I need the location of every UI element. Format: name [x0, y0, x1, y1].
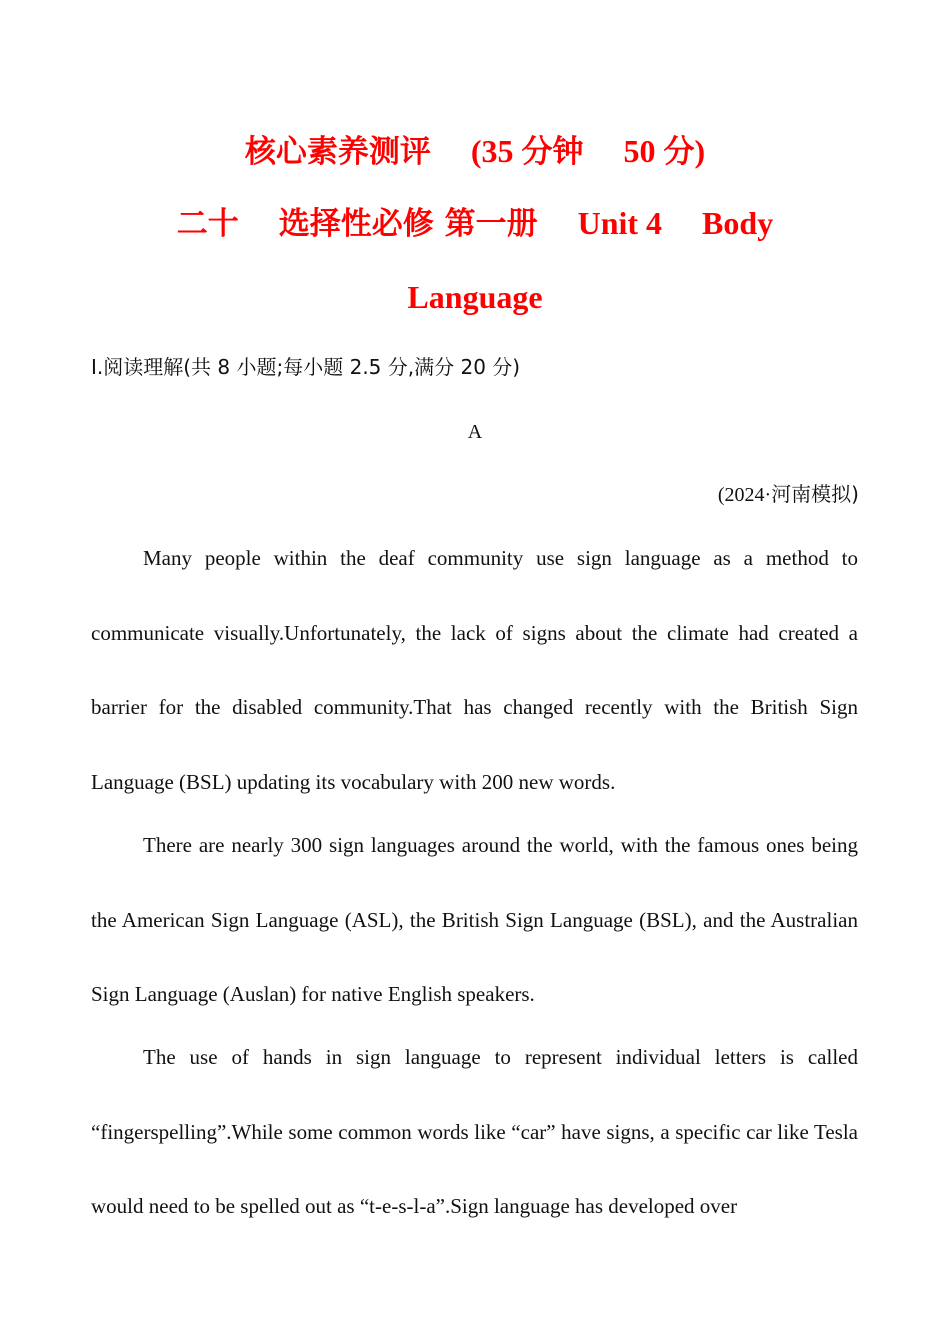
- title-time-open: (35: [470, 133, 514, 169]
- lesson-topic-part2: Language: [407, 279, 543, 315]
- lesson-number: 二十: [176, 206, 239, 242]
- lesson-title-continued: [0, 277, 950, 317]
- passage-label: A: [467, 421, 483, 443]
- passage-paragraph-2: There are nearly 300 sign languages around the world, with the famous ones being the American Sign Language (ASL), the British Sign Language (BSL), and the Australian Sign Language (Auslan) for native English speakers.: [91, 833, 858, 1006]
- section-heading: Ⅰ.阅读理解(共 8 小题;每小题 2.5 分,满分 20 分): [91, 355, 521, 379]
- passage-source: [718, 480, 859, 509]
- passage-paragraph-1: Many people within the deaf community use sign language as a method to communicate visually.Unfortunately, the lack of signs about the climate had created a barrier for the disabled community.That has changed recently with the British Sign Language (BSL) updating its vocabulary with 200 new words.: [91, 546, 858, 794]
- worksheet-title: [0, 131, 950, 172]
- title-assessment-name: 核心素养测评: [244, 134, 431, 170]
- lesson-unit: Unit 4: [577, 205, 663, 241]
- title-close-paren: ): [694, 133, 706, 169]
- lesson-book: 选择性必修 第一册: [278, 206, 538, 242]
- title-minutes-label: 分钟: [521, 134, 584, 170]
- title-score-value: 50: [623, 133, 656, 169]
- title-points-label: 分: [663, 134, 695, 170]
- lesson-title: [0, 203, 950, 244]
- source-place: 河南模拟): [771, 482, 859, 506]
- passage-paragraph-3: The use of hands in sign language to represent individual letters is called “fingerspelling”.While some common words like “car” have signs, a specific car like Tesla would need to be spelled out as “t-e-s-l-a”.Sign language has developed over: [91, 1045, 858, 1218]
- source-year: (2024·: [717, 484, 772, 506]
- lesson-topic-part1: Body: [702, 205, 774, 241]
